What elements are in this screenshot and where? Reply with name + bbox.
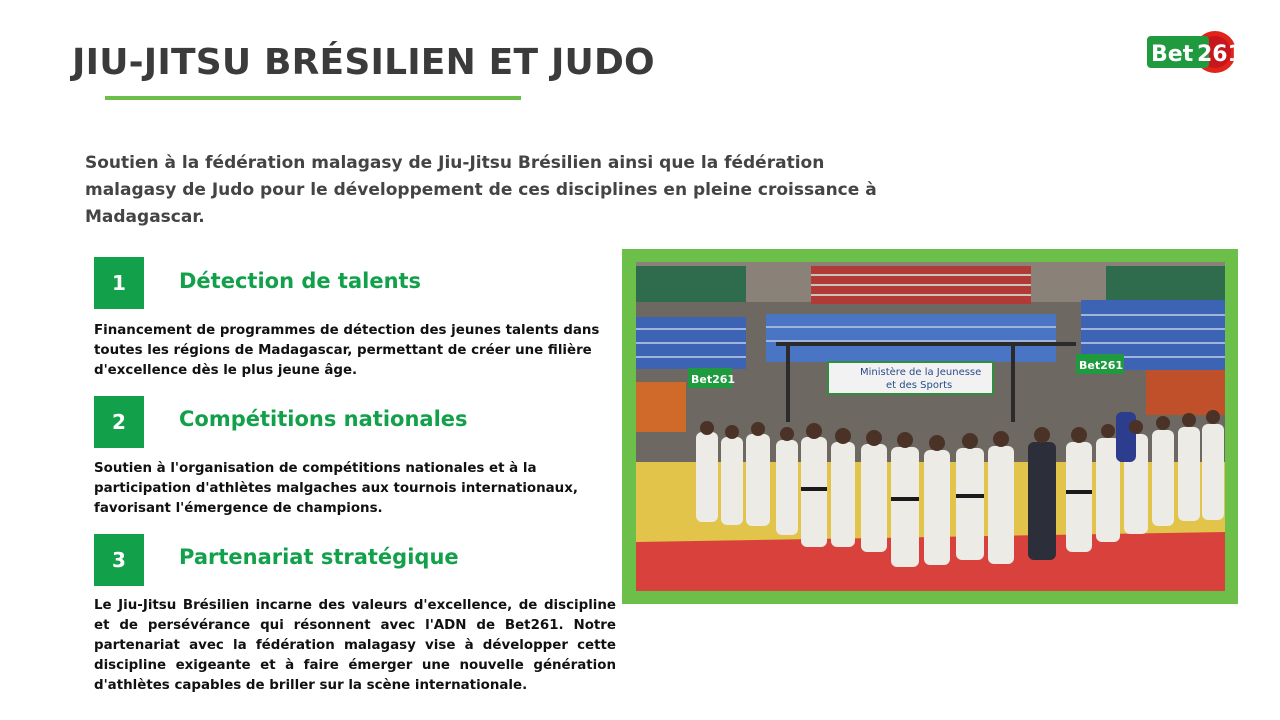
section-1-title: Détection de talents xyxy=(179,269,422,293)
section-3-title: Partenariat stratégique xyxy=(179,545,459,569)
judo-group-photo xyxy=(636,262,1225,591)
bet261-logo xyxy=(1145,30,1240,78)
intro-text: Soutien à la fédération malagasy de Jiu-Jitsu Brésilien ainsi que la fédération malagasy de Judo pour le développement de ces disciplines en pleine croissance à Madagascar. xyxy=(85,153,877,227)
section-1-number-badge: 1 xyxy=(94,257,144,309)
page-title: JIU-JITSU BRÉSILIEN ET JUDO xyxy=(72,42,655,83)
svg-text:261: 261 xyxy=(1197,42,1240,67)
section-2-title: Compétitions nationales xyxy=(179,407,468,431)
section-2-number-badge: 2 xyxy=(94,396,144,448)
section-1-body: Financement de programmes de détection des jeunes talents dans toutes les régions de Madagascar, permettant de créer une filière d'excellence dès le plus jeune âge. xyxy=(94,323,600,378)
photo-sign-right: Bet261 xyxy=(1079,359,1124,372)
photo-sign-left: Bet261 xyxy=(691,373,736,386)
banner-line-2: et des Sports xyxy=(886,380,953,391)
svg-text:Bet: Bet xyxy=(1151,42,1194,67)
banner-line-1: Ministère de la Jeunesse xyxy=(860,367,982,378)
title-underline xyxy=(105,96,521,100)
section-3-number-badge: 3 xyxy=(94,534,144,586)
photo-frame xyxy=(622,249,1238,604)
section-3-body: Le Jiu-Jitsu Brésilien incarne des valeurs d'excellence, de discipline et de persévérance qui résonnent avec l'ADN de Bet261. Notre partenariat avec la fédération malagasy vise à développer cette discipline exigeante et à faire émerger une nouvelle génération d'athlètes capables de briller sur la scène internationale. xyxy=(94,598,616,693)
section-2-body: Soutien à l'organisation de compétitions nationales et à la participation d'athlètes malgaches aux tournois internationaux, favorisant l'émergence de champions. xyxy=(94,461,578,516)
